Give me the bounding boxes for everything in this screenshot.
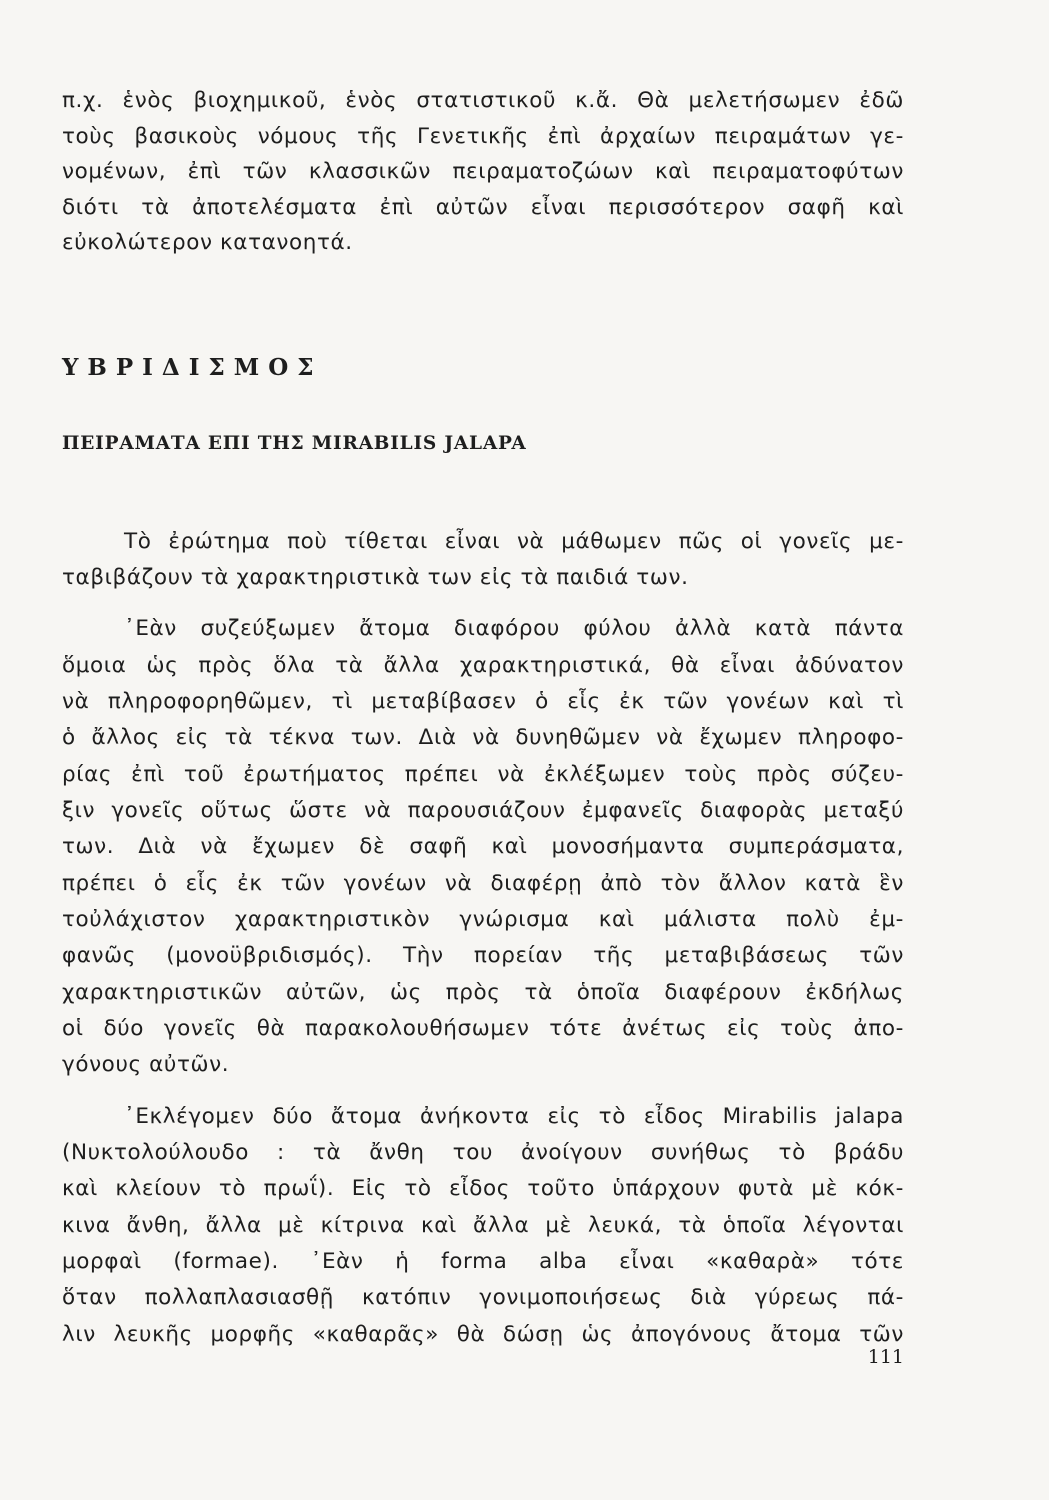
text-line: Τὸ ἐρώτημα ποὺ τίθεται εἶναι νὰ μάθωμεν πῶς οἱ γονεῖς με- — [124, 529, 904, 554]
text-line: ᾿Εὰν συζεύξωμεν ἄτομα διαφόρου φύλου ἀλλὰ κατὰ πάντα — [124, 616, 904, 641]
page-number: 111 — [867, 1346, 904, 1368]
text-line: τοὐλάχιστον χαρακτηριστικὸν γνώρισμα καὶ μάλιστα πολὺ ἐμ- — [62, 907, 904, 932]
text-line: λιν λευκῆς μορφῆς «καθαρᾶς» θὰ δώσῃ ὡς ἀπογόνους ἄτομα τῶν — [62, 1322, 904, 1347]
text-line: φανῶς (μονοϋβριδισμός). Τὴν πορείαν τῆς μεταβιβάσεως τῶν — [62, 943, 904, 968]
text-line: διότι τὰ ἀποτελέσματα ἐπὶ αὐτῶν εἶναι περισσότερον σαφῆ καὶ — [62, 195, 904, 220]
book-page — [62, 0, 904, 1500]
text-line: καὶ κλείουν τὸ πρωΐ). Εἰς τὸ εἶδος τοῦτο ὑπάρχουν φυτὰ μὲ κόκ- — [62, 1176, 904, 1201]
text-line: ᾿Εκλέγομεν δύο ἄτομα ἀνήκοντα εἰς τὸ εἶδος Mirabilis jalapa — [124, 1104, 904, 1129]
text-line: ξιν γονεῖς οὕτως ὥστε νὰ παρουσιάζουν ἐμφανεῖς διαφορὰς μεταξύ — [62, 798, 904, 823]
section-title: ΥΒΡΙΔΙΣΜΟΣ — [62, 354, 323, 381]
text-line: ταβιβάζουν τὰ χαρακτηριστικὰ των εἰς τὰ παιδιά των. — [62, 565, 689, 590]
text-line: ρίας ἐπὶ τοῦ ἐρωτήματος πρέπει νὰ ἐκλέξωμεν τοὺς πρὸς σύζευ- — [62, 762, 904, 787]
text-line: κινα ἄνθη, ἄλλα μὲ κίτρινα καὶ ἄλλα μὲ λευκά, τὰ ὁποῖα λέγονται — [62, 1213, 904, 1238]
text-line: εὐκολώτερον κατανοητά. — [62, 230, 353, 255]
text-line: γόνους αὐτῶν. — [62, 1052, 230, 1077]
text-line: νὰ πληροφορηθῶμεν, τὶ μεταβίβασεν ὁ εἷς ἐκ τῶν γονέων καὶ τὶ — [62, 689, 904, 714]
text-line: ὅταν πολλαπλασιασθῇ κατόπιν γονιμοποιήσεως διὰ γύρεως πά- — [62, 1285, 904, 1310]
text-line: ὁ ἄλλος εἰς τὰ τέκνα των. Διὰ νὰ δυνηθῶμεν νὰ ἔχωμεν πληροφο- — [62, 725, 904, 750]
text-line: π.χ. ἑνὸς βιοχημικοῦ, ἑνὸς στατιστικοῦ κ.ἄ. Θὰ μελετήσωμεν ἐδῶ — [62, 88, 904, 113]
subsection-title: ΠΕΙΡΑΜΑΤΑ ΕΠΙ ΤΗΣ MIRABILIS JALAPA — [62, 433, 527, 454]
text-line: πρέπει ὁ εἷς ἐκ τῶν γονέων νὰ διαφέρῃ ἀπὸ τὸν ἄλλον κατὰ ἓν — [62, 871, 904, 896]
text-line: οἱ δύο γονεῖς θὰ παρακολουθήσωμεν τότε ἀνέτως εἰς τοὺς ἀπο- — [62, 1016, 904, 1041]
text-line: (Νυκτολούλουδο : τὰ ἄνθη του ἀνοίγουν συνήθως τὸ βράδυ — [62, 1140, 904, 1165]
text-line: μορφαὶ (formae). ᾿Εὰν ἡ forma alba εἶναι «καθαρὰ» τότε — [62, 1249, 904, 1274]
text-line: ὅμοια ὡς πρὸς ὅλα τὰ ἄλλα χαρακτηριστικά, θὰ εἶναι ἀδύνατον — [62, 653, 904, 678]
text-line: τοὺς βασικοὺς νόμους τῆς Γενετικῆς ἐπὶ ἀρχαίων πειραμάτων γε- — [62, 124, 904, 149]
text-line: των. Διὰ νὰ ἔχωμεν δὲ σαφῆ καὶ μονοσήμαντα συμπεράσματα, — [62, 834, 904, 859]
text-line: χαρακτηριστικῶν αὐτῶν, ὡς πρὸς τὰ ὁποῖα διαφέρουν ἐκδήλως — [62, 980, 904, 1005]
text-line: νομένων, ἐπὶ τῶν κλασσικῶν πειραματοζώων καὶ πειραματοφύτων — [62, 159, 904, 184]
